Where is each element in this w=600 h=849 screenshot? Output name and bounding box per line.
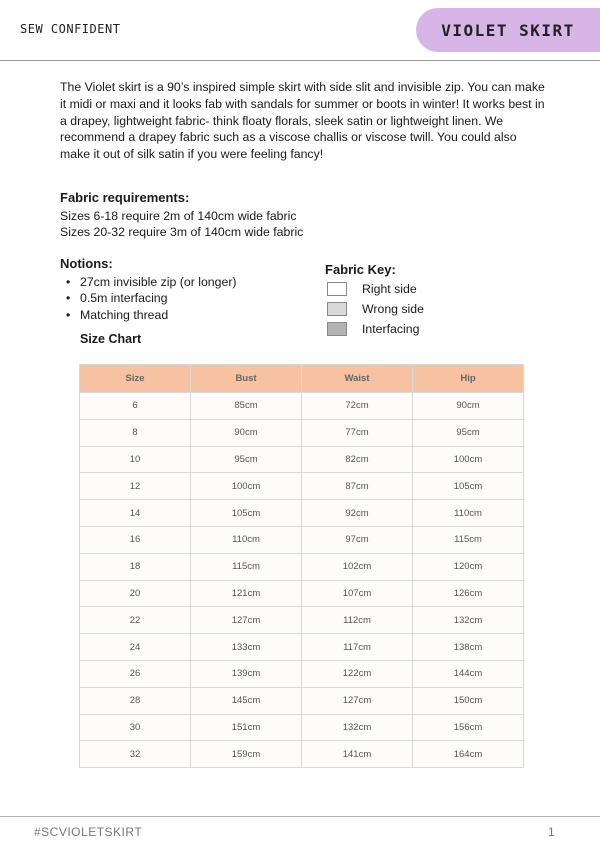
table-cell: 159cm [191,741,302,768]
table-cell: 145cm [191,687,302,714]
size-chart-table [79,364,524,768]
table-cell: 156cm [413,714,524,741]
table-row [80,607,524,634]
column-header: Bust [191,365,302,393]
table-cell: 115cm [413,526,524,553]
fabric-requirement-line: Sizes 20-32 require 3m of 140cm wide fabric [60,225,304,239]
table-cell: 95cm [413,419,524,446]
table-cell: 115cm [191,553,302,580]
table-cell: 122cm [302,660,413,687]
size-chart-header-row [80,365,524,393]
table-cell: 85cm [191,393,302,420]
table-cell: 121cm [191,580,302,607]
table-cell: 151cm [191,714,302,741]
table-cell: 100cm [413,446,524,473]
table-cell: 24 [80,634,191,661]
table-cell: 28 [80,687,191,714]
interfacing-swatch [327,322,347,336]
table-cell: 164cm [413,741,524,768]
table-cell: 110cm [413,500,524,527]
table-cell: 141cm [302,741,413,768]
table-row [80,393,524,420]
size-chart-title: Size Chart [80,332,142,346]
table-cell: 120cm [413,553,524,580]
size-chart-body [80,393,524,768]
table-cell: 82cm [302,446,413,473]
table-cell: 92cm [302,500,413,527]
table-cell: 26 [80,660,191,687]
notions-heading: Notions: [60,256,113,271]
table-cell: 105cm [413,473,524,500]
page-title-pill [416,8,600,52]
brand-name: SEW CONFIDENT [20,22,121,36]
table-row [80,741,524,768]
fabric-key-row [325,279,525,299]
table-cell: 144cm [413,660,524,687]
table-cell: 72cm [302,393,413,420]
table-cell: 10 [80,446,191,473]
table-cell: 150cm [413,687,524,714]
table-cell: 102cm [302,553,413,580]
page-title: VIOLET SKIRT [441,20,575,40]
column-header: Size [80,365,191,393]
table-cell: 107cm [302,580,413,607]
table-cell: 97cm [302,526,413,553]
table-cell: 22 [80,607,191,634]
table-cell: 112cm [302,607,413,634]
table-row [80,526,524,553]
table-cell: 30 [80,714,191,741]
table-cell: 12 [80,473,191,500]
table-row [80,473,524,500]
fabric-key-row [325,319,525,339]
fabric-key-row [325,299,525,319]
table-cell: 95cm [191,446,302,473]
table-row [80,553,524,580]
table-cell: 18 [80,553,191,580]
table-cell: 127cm [191,607,302,634]
table-cell: 133cm [191,634,302,661]
table-row [80,687,524,714]
table-cell: 8 [80,419,191,446]
footer-hashtag: #SCVIOLETSKIRT [34,825,143,839]
column-header: Hip [413,365,524,393]
table-cell: 127cm [302,687,413,714]
fabric-requirements [60,190,460,241]
table-cell: 138cm [413,634,524,661]
fabric-requirement-line: Sizes 6-18 require 2m of 140cm wide fabric [60,208,297,223]
table-cell: 105cm [191,500,302,527]
fabric-key-heading: Fabric Key: [325,262,396,277]
table-row [80,446,524,473]
notion-item: • Matching thread [60,307,300,324]
table-cell: 100cm [191,473,302,500]
footer-divider [0,816,600,817]
table-cell: 139cm [191,660,302,687]
table-row [80,714,524,741]
right-side-swatch [327,282,347,296]
page-number: 1 [548,825,555,839]
table-cell: 87cm [302,473,413,500]
table-cell: 110cm [191,526,302,553]
table-cell: 90cm [191,419,302,446]
table-row [80,660,524,687]
notions-section [60,256,300,323]
fabric-key [325,262,525,339]
table-cell: 20 [80,580,191,607]
notion-item: • 27cm invisible zip (or longer) [60,274,300,291]
table-row [80,500,524,527]
table-row [80,580,524,607]
table-row [80,634,524,661]
table-cell: 77cm [302,419,413,446]
table-cell: 132cm [302,714,413,741]
wrong-side-swatch [327,302,347,316]
table-cell: 132cm [413,607,524,634]
notions-list [60,274,300,324]
intro-paragraph: The Violet skirt is a 90’s inspired simple skirt with side slit and invisible zip. You can make it midi or maxi and it looks fab with sandals for summer or boots in winter! It works best in a drapey, lightweight fabric- think floaty florals, sleek satin or lightweight linen. We recommend a drapey fabric such as a viscose challis or viscose twill. You could also make it out of silk satin if you were feeling fancy! [60,80,545,162]
table-cell: 32 [80,741,191,768]
table-cell: 6 [80,393,191,420]
table-cell: 117cm [302,634,413,661]
fabric-key-label: Interfacing [362,322,420,336]
table-cell: 90cm [413,393,524,420]
fabric-key-label: Right side [362,282,417,296]
table-cell: 16 [80,526,191,553]
notion-item: • 0.5m interfacing [60,290,300,307]
table-row [80,419,524,446]
table-cell: 14 [80,500,191,527]
table-cell: 126cm [413,580,524,607]
header-divider [0,60,600,61]
fabric-key-label: Wrong side [362,302,424,316]
column-header: Waist [302,365,413,393]
fabric-requirements-heading: Fabric requirements: [60,190,190,205]
